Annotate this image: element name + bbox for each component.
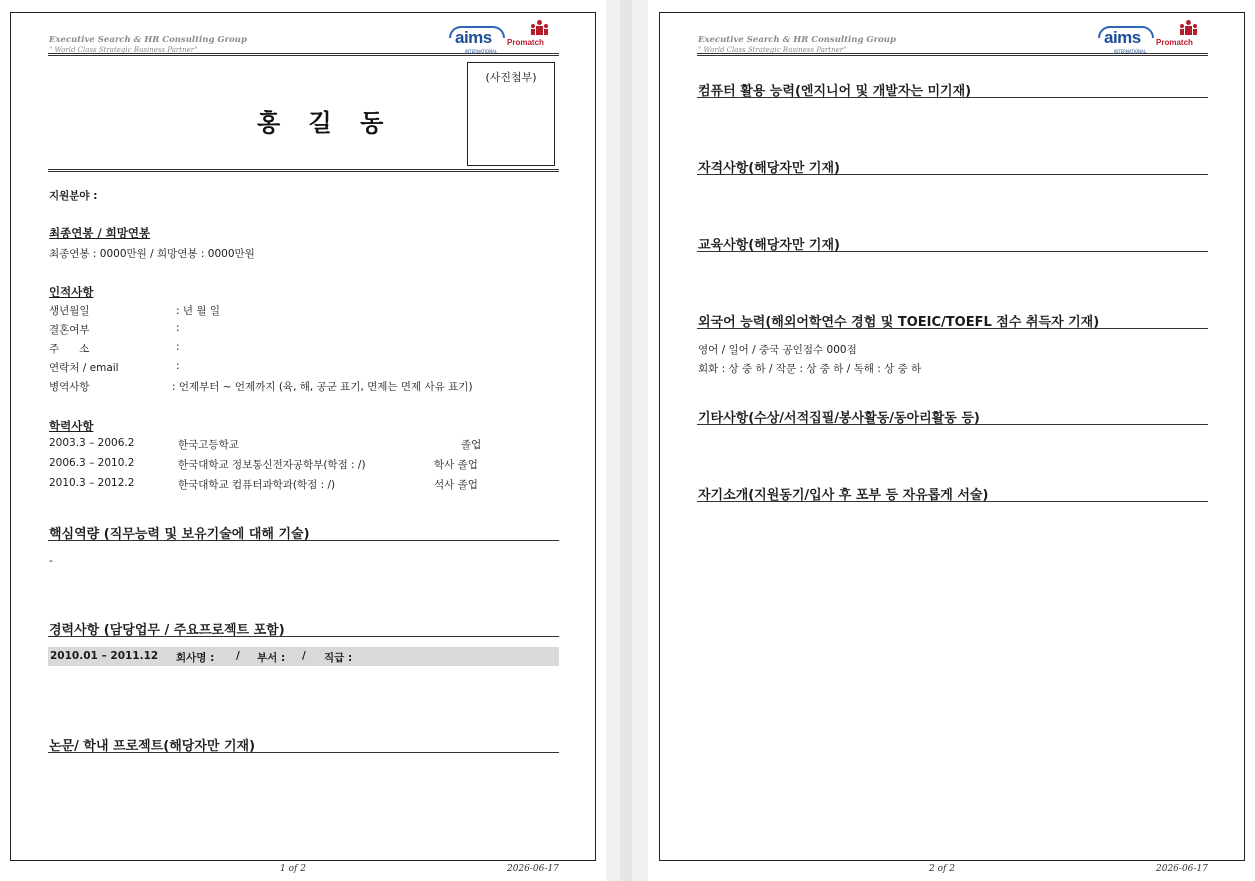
header-rule — [697, 53, 1208, 56]
promatch-people-icon — [1180, 20, 1198, 36]
competency-text: - — [49, 555, 53, 567]
thesis-title: 논문/ 학내 프로젝트(해당자만 기재) — [49, 739, 256, 754]
edu-period: 2003.3 – 2006.2 — [49, 437, 135, 449]
print-date: 2026-06-17 — [1156, 864, 1208, 874]
personal-value: : — [176, 360, 180, 372]
name-rule — [48, 169, 559, 172]
personal-label: 결혼여부 — [49, 324, 90, 336]
aims-logo: aims INTERNATIONAL — [447, 22, 503, 48]
edu-degree: 학사 졸업 — [434, 459, 478, 471]
apply-field: 지원분야 : — [49, 190, 98, 202]
career-company: 회사명 : — [176, 652, 215, 664]
edu-school: 한국고등학교 — [178, 439, 239, 451]
edu-degree: 석사 졸업 — [434, 479, 478, 491]
edu-school: 한국대학교 컴퓨터과학과(학점 : /) — [178, 479, 336, 491]
section-rule — [697, 251, 1208, 252]
salary-text: 최종연봉 : 0000만원 / 희망연봉 : 0000만원 — [49, 248, 255, 260]
candidate-name: 홍 길 동 — [257, 109, 394, 137]
page-number: 2 of 2 — [929, 864, 955, 874]
language-title: 외국어 능력(해외어학연수 경험 및 TOEIC/TOEFL 점수 취득자 기재) — [698, 315, 1100, 330]
career-period: 2010.01 – 2011.12 — [50, 650, 159, 662]
header-subtagline: " World Class Strategic Business Partner" — [49, 46, 198, 54]
thesis-rule — [48, 752, 559, 753]
header-subtagline: " World Class Strategic Business Partner" — [698, 46, 847, 54]
header-tagline: Executive Search & HR Consulting Group — [49, 35, 247, 45]
section-rule — [697, 97, 1208, 98]
competency-title: 핵심역량 (직무능력 및 보유기술에 대해 기술) — [49, 527, 310, 542]
section-rule — [697, 174, 1208, 175]
edu-period: 2010.3 – 2012.2 — [49, 477, 135, 489]
language-score: 영어 / 일어 / 중국 공인점수 000점 — [698, 344, 857, 356]
personal-value: : 언제부터 ~ 언제까지 (육, 해, 공군 표기, 면제는 면제 사유 표기) — [172, 381, 473, 393]
etc-title: 기타사항(수상/서적집필/봉사활동/동아리활동 등) — [698, 411, 980, 426]
career-rule — [48, 636, 559, 637]
career-rank: 직급 : — [324, 652, 353, 664]
promatch-people-icon — [531, 20, 549, 36]
document-page-2 — [659, 12, 1245, 861]
personal-title: 인적사항 — [49, 285, 94, 299]
edu-school: 한국대학교 정보통신전자공학부(학점 : /) — [178, 459, 366, 471]
career-sep: / — [236, 650, 240, 662]
section-rule — [697, 501, 1208, 502]
section-rule — [697, 424, 1208, 425]
license-title: 자격사항(해당자만 기재) — [698, 161, 840, 176]
page-gutter — [606, 0, 648, 881]
edu-degree: 졸업 — [461, 439, 482, 451]
personal-value: : 년 월 일 — [176, 305, 220, 317]
education-title: 학력사항 — [49, 419, 94, 433]
document-page-1 — [10, 12, 596, 861]
training-title: 교육사항(해당자만 기재) — [698, 238, 840, 253]
personal-label: 주 소 — [49, 343, 90, 355]
page-number: 1 of 2 — [280, 864, 306, 874]
career-row — [48, 647, 559, 666]
computer-skills-title: 컴퓨터 활용 능력(엔지니어 및 개발자는 미기재) — [698, 84, 972, 99]
personal-value: : — [176, 322, 180, 334]
personal-label: 병역사항 — [49, 381, 90, 393]
header-tagline: Executive Search & HR Consulting Group — [698, 35, 896, 45]
career-dept: 부서 : — [257, 652, 286, 664]
personal-value: : — [176, 341, 180, 353]
career-title: 경력사항 (담당업무 / 주요프로젝트 포함) — [49, 623, 285, 638]
gutter-divider — [620, 0, 632, 881]
personal-label: 연락처 / email — [49, 362, 119, 374]
section-rule — [697, 328, 1208, 329]
photo-label: (사진첨부) — [485, 71, 537, 84]
competency-rule — [48, 540, 559, 541]
promatch-logo: Promatch — [1156, 18, 1202, 48]
language-level: 회화 : 상 중 하 / 작문 : 상 중 하 / 독해 : 상 중 하 — [698, 363, 922, 375]
personal-label: 생년월일 — [49, 305, 90, 317]
photo-box — [467, 62, 555, 166]
print-date: 2026-06-17 — [507, 864, 559, 874]
promatch-logo: Promatch — [507, 18, 553, 48]
header-rule — [48, 53, 559, 56]
edu-period: 2006.3 – 2010.2 — [49, 457, 135, 469]
career-sep: / — [302, 650, 306, 662]
intro-title: 자기소개(지원동기/입사 후 포부 등 자유롭게 서술) — [698, 488, 989, 503]
aims-logo: aims INTERNATIONAL — [1096, 22, 1152, 48]
salary-title: 최종연봉 / 희망연봉 — [49, 226, 151, 240]
